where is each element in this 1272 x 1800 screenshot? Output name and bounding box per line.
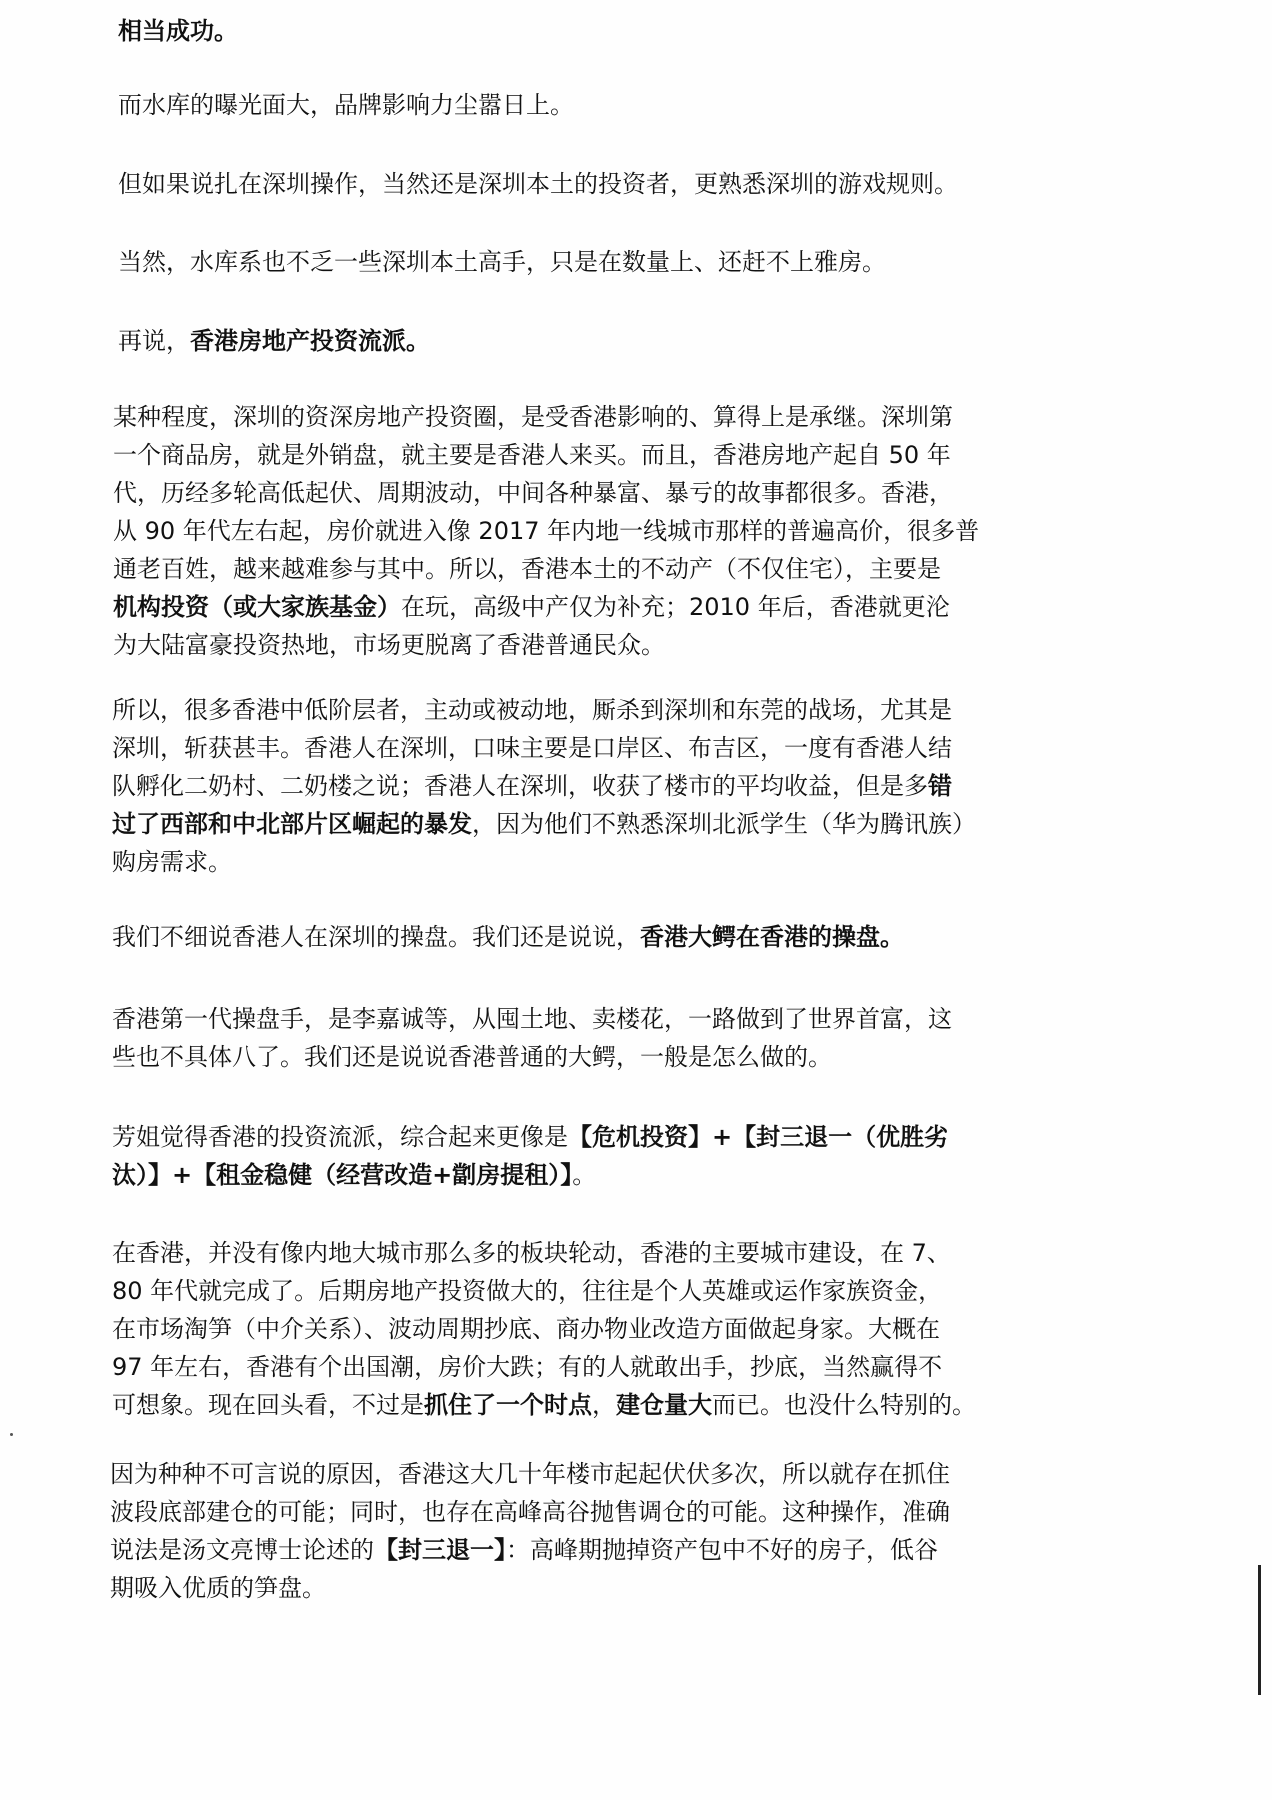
paragraph-7-line-2: 深圳，斩获甚丰。香港人在深圳，口味主要是口岸区、布吉区，一度有香港人结 [112, 734, 952, 762]
paragraph-10-line-1-bold: 【危机投资】+【封三退一（优胜劣 [568, 1123, 949, 1151]
paragraph-5 [118, 322, 430, 360]
paragraph-10 [112, 1118, 948, 1194]
paragraph-11-line-5-bold-2: 建仓量大 [616, 1391, 712, 1419]
paragraph-11-line-5-rest: 而已。也没什么特别的。 [712, 1391, 976, 1419]
paragraph-11-line-4: 97 年左右，香港有个出国潮，房价大跌；有的人就敢出手，抄底，当然赢得不 [112, 1353, 943, 1381]
paragraph-10-line-2-bold: 汰）】+【租金稳健（经营改造+劏房提租）】 [112, 1161, 573, 1189]
paragraph-6-line-5: 通老百姓，越来越难参与其中。所以，香港本土的不动产（不仅住宅），主要是 [113, 555, 941, 583]
paragraph-7 [112, 691, 976, 881]
paragraph-4-text: 当然，水库系也不乏一些深圳本土高手，只是在数量上、还赶不上雅房。 [118, 248, 886, 276]
paragraph-11 [112, 1234, 976, 1424]
paragraph-9-line-2: 些也不具体八了。我们还是说说香港普通的大鳄，一般是怎么做的。 [112, 1043, 832, 1071]
scan-edge-mark [1258, 1565, 1261, 1695]
paragraph-10-line-1-pre: 芳姐觉得香港的投资流派，综合起来更像是 [112, 1123, 568, 1151]
paragraph-2-text: 而水库的曝光面大，品牌影响力尘嚣日上。 [118, 91, 574, 119]
paragraph-7-line-1: 所以，很多香港中低阶层者，主动或被动地，厮杀到深圳和东莞的战场，尤其是 [112, 696, 952, 724]
paragraph-7-line-4-bold: 过了西部和中北部片区崛起的暴发 [112, 810, 472, 838]
paragraph-1 [118, 12, 238, 50]
paragraph-6 [113, 398, 979, 664]
paragraph-11-line-2: 80 年代就完成了。后期房地产投资做大的，往往是个人英雄或运作家族资金， [112, 1277, 943, 1305]
paragraph-11-line-1: 在香港，并没有像内地大城市那么多的板块轮动，香港的主要城市建设，在 7、 [112, 1239, 951, 1267]
paragraph-5-bold: 香港房地产投资流派。 [190, 327, 430, 355]
paragraph-6-line-6-bold: 机构投资（或大家族基金） [113, 593, 401, 621]
paragraph-7-line-3-bold: 错 [928, 772, 952, 800]
paragraph-3-text: 但如果说扎在深圳操作，当然还是深圳本土的投资者，更熟悉深圳的游戏规则。 [118, 170, 958, 198]
paragraph-11-line-3: 在市场淘笋（中介关系）、波动周期抄底、商办物业改造方面做起身家。大概在 [112, 1315, 940, 1343]
paragraph-2 [118, 86, 574, 124]
paragraph-6-line-6-rest: 在玩，高级中产仅为补充；2010 年后，香港就更沦 [401, 593, 950, 621]
paragraph-11-line-5-bold-1: 抓住了一个时点 [424, 1391, 592, 1419]
paragraph-9 [112, 1000, 952, 1076]
paragraph-4 [118, 243, 886, 281]
paragraph-12-line-4: 期吸入优质的笋盘。 [110, 1574, 326, 1602]
paragraph-3 [118, 165, 958, 203]
paragraph-11-line-5-pre: 可想象。现在回头看，不过是 [112, 1391, 424, 1419]
paragraph-10-line-2-rest: 。 [572, 1161, 597, 1189]
paragraph-11-line-5-mid: ， [592, 1391, 616, 1419]
paragraph-12-line-1: 因为种种不可言说的原因，香港这大几十年楼市起起伏伏多次，所以就存在抓住 [110, 1460, 950, 1488]
paragraph-8-bold: 香港大鳄在香港的操盘。 [640, 923, 904, 951]
paragraph-7-line-4-rest: ，因为他们不熟悉深圳北派学生（华为腾讯族） [472, 810, 976, 838]
paragraph-6-line-7: 为大陆富豪投资热地，市场更脱离了香港普通民众。 [113, 631, 665, 659]
paragraph-5-pre: 再说， [118, 327, 190, 355]
paragraph-1-bold: 相当成功。 [118, 17, 238, 45]
paragraph-6-line-4: 从 90 年代左右起，房价就进入像 2017 年内地一线城市那样的普遍高价，很多普 [113, 517, 980, 545]
paragraph-7-line-5: 购房需求。 [112, 848, 232, 876]
paragraph-8 [112, 918, 904, 956]
scan-speck [10, 1433, 13, 1436]
paragraph-12-line-2: 波段底部建仓的可能；同时，也存在高峰高谷抛售调仓的可能。这种操作，准确 [110, 1498, 950, 1526]
paragraph-6-line-1: 某种程度，深圳的资深房地产投资圈，是受香港影响的、算得上是承继。深圳第 [113, 403, 953, 431]
paragraph-12-line-3-bold: 【封三退一】 [374, 1536, 506, 1564]
paragraph-12-line-3-pre: 说法是汤文亮博士论述的 [110, 1536, 374, 1564]
paragraph-7-line-3: 队孵化二奶村、二奶楼之说；香港人在深圳，收获了楼市的平均收益，但是多 [112, 772, 928, 800]
paragraph-9-line-1: 香港第一代操盘手，是李嘉诚等，从囤土地、卖楼花，一路做到了世界首富，这 [112, 1005, 952, 1033]
paragraph-6-line-2: 一个商品房，就是外销盘，就主要是香港人来买。而且，香港房地产起自 50 年 [113, 441, 951, 469]
paragraph-6-line-3: 代，历经多轮高低起伏、周期波动，中间各种暴富、暴亏的故事都很多。香港， [113, 479, 953, 507]
paragraph-12-line-3-rest: ：高峰期抛掉资产包中不好的房子，低谷 [506, 1536, 938, 1564]
paragraph-12 [110, 1455, 950, 1607]
paragraph-8-pre: 我们不细说香港人在深圳的操盘。我们还是说说， [112, 923, 640, 951]
